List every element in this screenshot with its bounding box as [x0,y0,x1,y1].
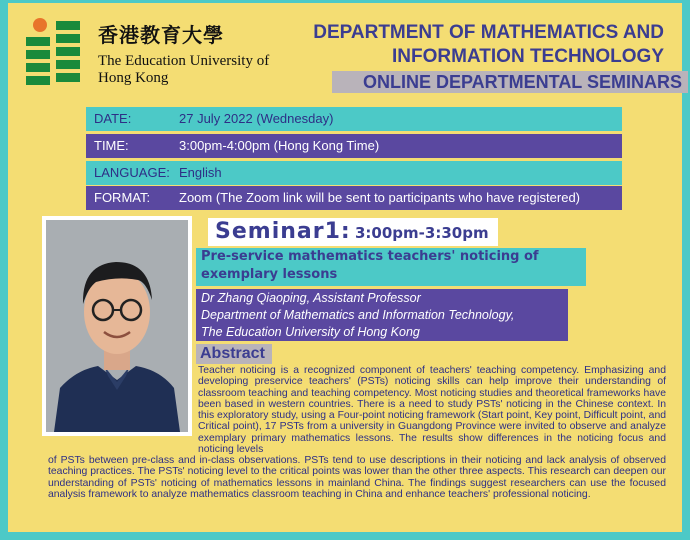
abstract-text-part1: Teacher noticing is a recognized component of teachers' teaching competency. Emphasizing and developing preservice teachers' (PSTs) noticing skills can help improve their understanding of classroom teaching and teaching competency. Most noticing studies and theoretical frameworks have been based in western countries. There is a need to study PSTs' noticing in the Chinese context. In this exploratory study, using a Four-point noticing framework (Start point, Key point, Difficult point, and Critical point), 17 PSTs from a university in Guangdong Province were invited to observe and analyze exemplary primary mathematics lessons. The results show differences in the noticing focus and noticing levels [198,365,666,456]
speaker-portrait [46,220,188,432]
department-title [274,21,664,69]
department-title-line2: INFORMATION TECHNOLOGY [392,46,664,67]
seminar-time: 3:00pm-3:30pm [355,224,489,242]
talk-title-line2: exemplary lessons [201,267,338,282]
format-row [86,186,622,210]
date-label: DATE: [94,111,132,126]
speaker-photo [42,216,192,436]
date-row [86,107,622,131]
date-value: 27 July 2022 (Wednesday) [179,111,334,126]
university-name-english: The Education University of Hong Kong [98,53,270,86]
seminar-number: Seminar1: [215,219,351,244]
time-value: 3:00pm-4:00pm (Hong Kong Time) [179,138,380,153]
speaker-university: The Education University of Hong Kong [201,325,420,339]
university-logo [26,15,270,95]
seminar-series-title: ONLINE DEPARTMENTAL SEMINARS [332,71,688,93]
language-row [86,161,622,185]
language-value: English [179,165,222,180]
talk-title [201,248,586,284]
format-value: Zoom (The Zoom link will be sent to participants who have registered) [179,190,581,205]
abstract-text-part2: of PSTs between pre-class and in-class observations. PSTs tend to use descriptions in their noticing and lack analysis of observed teaching practices. The PSTs' noticing level to the critical points was lower than the other three aspects. This research can deepen our understanding of PSTs' noticing of mathematics lessons in mainland China. The findings suggest researchers can use the focused analysis framework to analyze mathematics classroom teaching in China and enhance teachers' professional noticing. [48,455,666,500]
speaker-name: Dr Zhang Qiaoping, Assistant Professor [201,291,421,305]
abstract-heading: Abstract [200,345,265,362]
talk-title-line1: Pre-service mathematics teachers' noticing of [201,249,539,264]
speaker-department: Department of Mathematics and Information Technology, [201,308,515,322]
format-label: FORMAT: [94,190,151,205]
eduhk-logo-icon [26,15,82,85]
department-title-line1: DEPARTMENT OF MATHEMATICS AND [313,22,664,43]
language-label: LANGUAGE: [94,165,170,180]
time-label: TIME: [94,138,129,153]
university-name-chinese: 香港教育大學 [98,23,224,47]
time-row [86,134,622,158]
speaker-info [201,290,571,341]
